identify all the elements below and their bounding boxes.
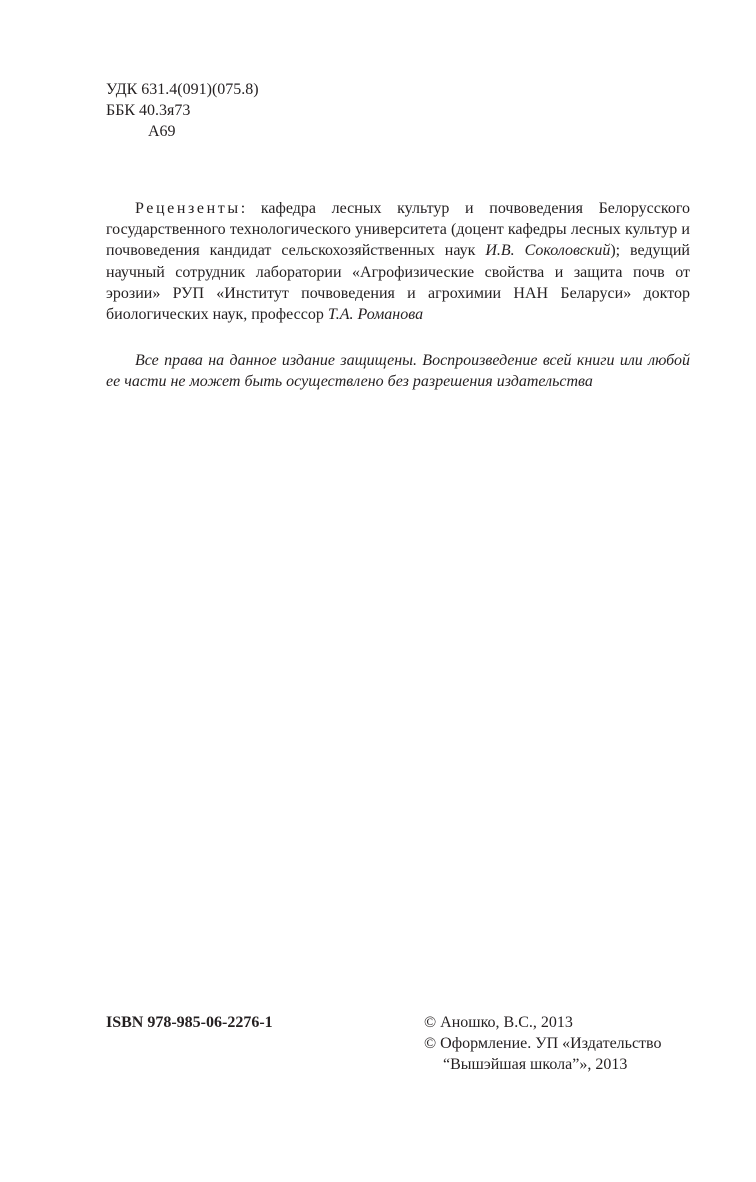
copyright-design: © Оформление. УП «Издательство xyxy=(424,1035,662,1052)
reviewer-name-2: Т.А. Романова xyxy=(327,306,424,324)
reviewers-text-middle: ); ведущий научный сотрудник лаборатории «Агрофизические свойства и защита почв от эрозии» РУП «Институт почвоведения и агрохимии НАН Беларуси» доктор биологических наук, профессор xyxy=(106,242,690,324)
copyright-block xyxy=(424,1012,661,1075)
author-mark: А69 xyxy=(148,123,176,140)
main-text-block xyxy=(106,198,690,393)
classification-block xyxy=(106,79,259,142)
reviewers-text-start: : кафедра лесных культур и почвоведения Белорусского государственного технологического университета (доцент кафедры лесных культур и почвоведения кандидат сельскохозяйственных наук xyxy=(106,200,690,260)
reviewers-paragraph xyxy=(106,198,690,325)
reviewers-label: Рецензенты xyxy=(135,200,241,217)
reviewer-name-1: И.В. Соколовский xyxy=(485,242,611,260)
copyright-author: © Аношко, В.С., 2013 xyxy=(424,1014,573,1031)
isbn: ISBN 978-985-06-2276-1 xyxy=(106,1014,273,1031)
bbk-code: ББК 40.3я73 xyxy=(106,102,191,119)
copyright-publisher: “Вышэйшая школа”», 2013 xyxy=(443,1056,628,1073)
udk-code: УДК 631.4(091)(075.8) xyxy=(106,81,259,98)
rights-notice: Все права на данное издание защищены. Воспроизведение всей книги или любой ее части не может быть осуществлено без разрешения издательства xyxy=(106,352,690,391)
